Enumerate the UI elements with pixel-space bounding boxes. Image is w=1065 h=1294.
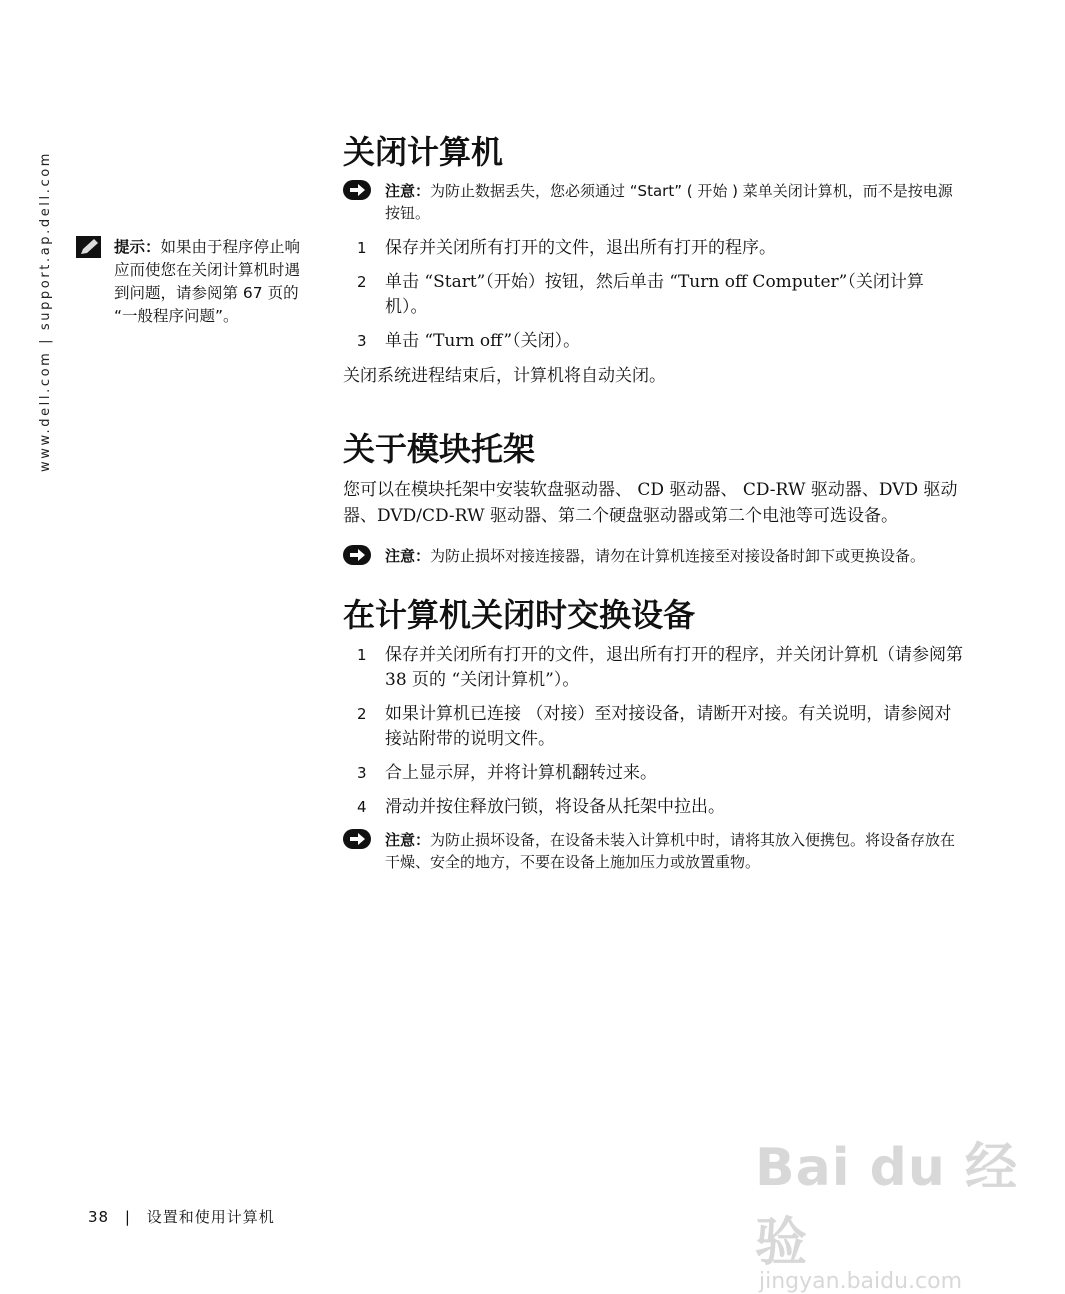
notice-arrow-icon — [343, 545, 371, 565]
step-text: 保存并关闭所有打开的文件，退出所有打开的程序。 — [385, 238, 776, 258]
tip-label: 提示： — [114, 238, 161, 256]
main-content — [343, 132, 963, 885]
notice-text: 为防止数据丢失，您必须通过 “Start” ( 开始 ) 菜单关闭计算机，而不是按电源按钮。 — [385, 182, 953, 222]
section-title-swap-devices: 在计算机关闭时交换设备 — [343, 596, 696, 634]
notice — [343, 829, 963, 873]
notice — [343, 180, 963, 224]
step-number: 2 — [357, 273, 367, 291]
notice-arrow-icon — [343, 829, 371, 849]
step-item — [343, 236, 963, 261]
step-number: 1 — [357, 646, 367, 664]
baidu-watermark — [755, 1125, 1065, 1294]
side-url: www.dell.com | support.ap.dell.com — [38, 150, 53, 472]
chapter-title: 设置和使用计算机 — [146, 1208, 275, 1226]
step-item — [343, 795, 963, 820]
after-text: 关闭系统进程结束后，计算机将自动关闭。 — [343, 366, 666, 386]
notice-label: 注意： — [385, 182, 431, 200]
step-text: 合上显示屏，并将计算机翻转过来。 — [385, 763, 657, 783]
notice-label: 注意： — [385, 547, 431, 565]
step-number: 3 — [357, 764, 367, 782]
steps-list — [343, 236, 963, 354]
footer-separator: | — [124, 1208, 131, 1226]
notice-text: 为防止损坏对接连接器，请勿在计算机连接至对接设备时卸下或更换设备。 — [430, 547, 926, 565]
notice-text: 为防止损坏设备，在设备未装入计算机中时，请将其放入便携包。将设备存放在干燥、安全的地方，不要在设备上施加压力或放置重物。 — [385, 831, 956, 871]
notice-arrow-icon — [343, 180, 371, 200]
steps-list — [343, 643, 963, 820]
step-text: 如果计算机已连接 （对接）至对接设备，请断开对接。有关说明，请参阅对接站附带的说明文件。 — [385, 704, 952, 749]
step-item — [343, 329, 963, 354]
step-item — [343, 643, 963, 693]
step-text: 滑动并按住释放闩锁，将设备从托架中拉出。 — [385, 797, 725, 817]
step-number: 1 — [357, 239, 367, 257]
step-item — [343, 702, 963, 752]
tip-box — [76, 236, 311, 328]
tip-text: 如果由于程序停止响应而使您在关闭计算机时遇到问题，请参阅第 67 页的 “一般程序问题”。 — [114, 238, 301, 325]
watermark-logo: Bai du 经验 — [755, 1138, 1018, 1273]
body-text: 您可以在模块托架中安装软盘驱动器、 CD 驱动器、 CD-RW 驱动器、DVD 驱动器、DVD/CD-RW 驱动器、第二个硬盘驱动器或第二个电池等可选设备。 — [343, 480, 958, 526]
step-number: 3 — [357, 332, 367, 350]
section-title-shutdown: 关闭计算机 — [343, 133, 504, 171]
step-item — [343, 270, 963, 320]
page-number: 38 — [88, 1208, 110, 1226]
step-number: 4 — [357, 798, 367, 816]
step-number: 2 — [357, 705, 367, 723]
watermark-url: jingyan.baidu.com — [759, 1269, 963, 1294]
step-item — [343, 761, 963, 786]
step-text: 保存并关闭所有打开的文件，退出所有打开的程序，并关闭计算机（请参阅第 38 页的 “关闭计算机”）。 — [385, 645, 963, 690]
notice — [343, 545, 963, 567]
page-footer — [88, 1206, 275, 1227]
pencil-icon — [76, 236, 101, 258]
step-text: 单击 “Turn off”（关闭）。 — [385, 331, 581, 351]
notice-label: 注意： — [385, 831, 431, 849]
step-text: 单击 “Start”（开始）按钮，然后单击 “Turn off Computer”（关闭计算机）。 — [385, 272, 924, 317]
section-title-module-bay: 关于模块托架 — [343, 430, 536, 468]
